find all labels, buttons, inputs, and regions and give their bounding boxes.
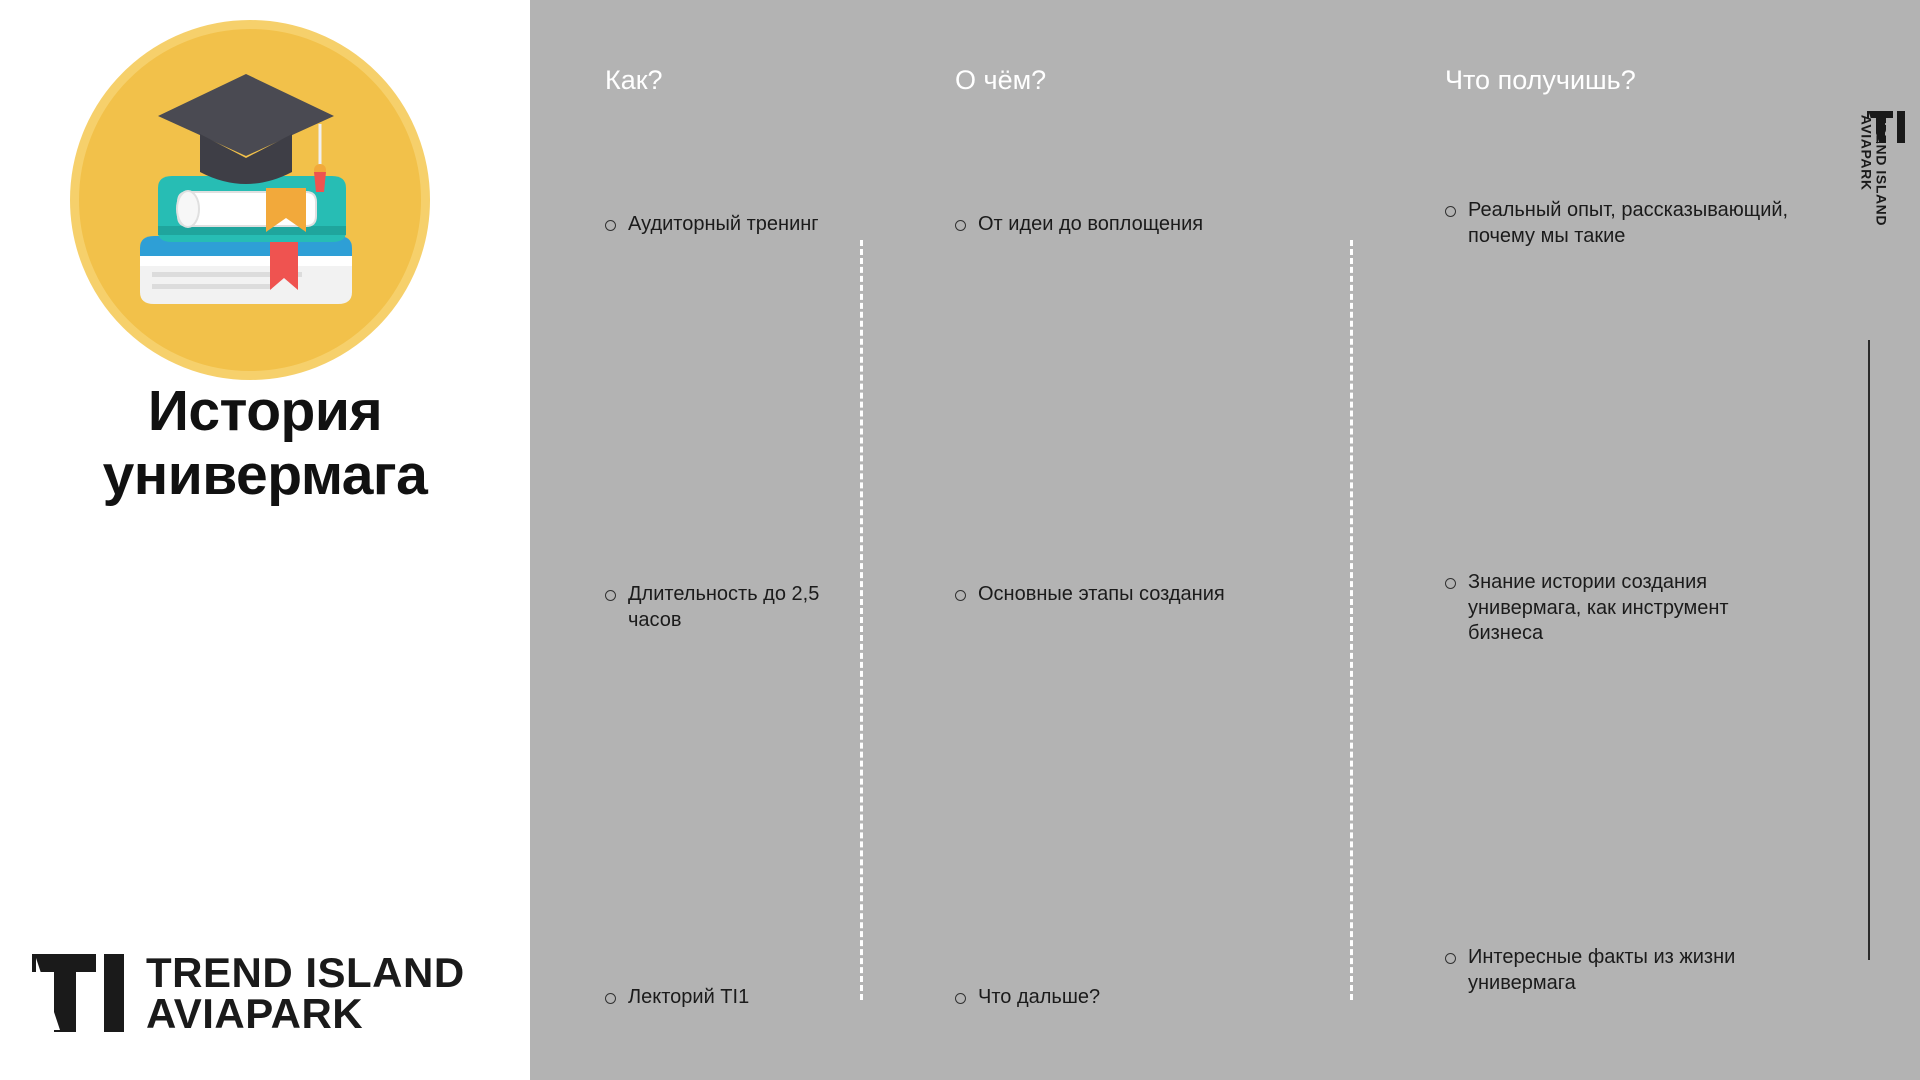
right-vertical-rule [1868, 340, 1870, 960]
list-item-label: От идеи до воплощения [978, 213, 1204, 235]
left-panel [0, 0, 530, 1080]
graduation-cap-books-icon [70, 20, 430, 380]
list-item [955, 985, 1255, 1011]
brand-logo-text [146, 948, 465, 1037]
list-item [1445, 198, 1805, 249]
list-item [1445, 570, 1805, 647]
bullet-circle-icon [955, 220, 966, 231]
list-item [955, 582, 1255, 608]
bullet-circle-icon [1445, 953, 1456, 964]
bullet-circle-icon [605, 590, 616, 601]
bullet-circle-icon [605, 993, 616, 1004]
brand-line1: TREND ISLAND [146, 948, 465, 996]
bullet-circle-icon [1445, 206, 1456, 217]
vertical-brand-line2: AVIAPARK [1859, 114, 1875, 191]
column-header-outcome: Что получишь? [1445, 65, 1636, 95]
t1-logo-icon [30, 952, 126, 1034]
column-divider-2 [1350, 240, 1353, 1000]
list-item [605, 582, 845, 633]
brand-line2: AVIAPARK [146, 989, 364, 1037]
page-title-line1: История [147, 379, 383, 443]
list-item-label: Аудиторный тренинг [628, 213, 819, 235]
list-item [955, 212, 1255, 238]
list-item-label: Лекторий TI1 [628, 986, 750, 1008]
list-item-label: Интересные факты из жизни универмага [1468, 946, 1736, 994]
bullet-circle-icon [955, 590, 966, 601]
list-item [1445, 945, 1805, 996]
page-title [0, 380, 530, 508]
list-item-label: Основные этапы создания [978, 583, 1225, 605]
bullet-circle-icon [1445, 578, 1456, 589]
list-item-label: Реальный опыт, рассказывающий, почему мы такие [1468, 199, 1789, 247]
bullet-circle-icon [955, 993, 966, 1004]
brand-logo [30, 948, 465, 1037]
content-panel [530, 0, 1920, 1080]
vertical-brand-logo [1836, 110, 1906, 260]
list-item-label: Знание истории создания универмага, как инструмент бизнеса [1468, 571, 1729, 645]
list-item-label: Что дальше? [978, 986, 1101, 1008]
bullet-circle-icon [605, 220, 616, 231]
vertical-brand-line1: TREND ISLAND [1873, 114, 1890, 227]
column-header-how: Как? [605, 65, 663, 95]
page-title-line2: универмага [102, 442, 428, 507]
list-item [605, 212, 845, 238]
column-header-about: О чём? [955, 65, 1047, 95]
column-divider-1 [860, 240, 863, 1000]
list-item [605, 985, 845, 1011]
list-item-label: Длительность до 2,5 часов [628, 583, 820, 631]
vertical-brand-text [1859, 115, 1888, 255]
